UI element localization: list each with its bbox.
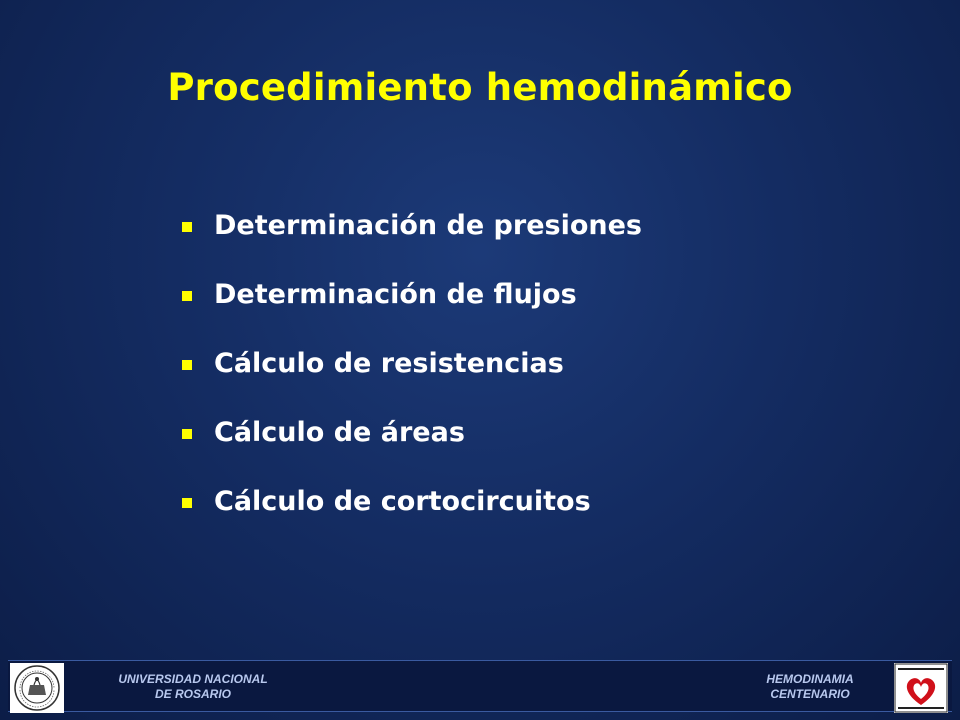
footer-left-line1: UNIVERSIDAD NACIONAL [118, 672, 268, 686]
university-seal-logo [10, 663, 64, 713]
bullet-item [182, 279, 642, 348]
square-bullet-icon [182, 429, 192, 439]
bullet-text: Determinación de flujos [214, 279, 577, 310]
bullet-item [182, 210, 642, 279]
square-bullet-icon [182, 291, 192, 301]
footer-left-text [108, 672, 278, 702]
seal-icon [10, 663, 64, 713]
footer-right-text [740, 672, 880, 702]
square-bullet-icon [182, 498, 192, 508]
bullet-item [182, 486, 642, 555]
footer-right-line2: CENTENARIO [770, 687, 850, 701]
bullet-list [182, 210, 642, 555]
footer-left-line2: DE ROSARIO [154, 687, 231, 701]
square-bullet-icon [182, 360, 192, 370]
square-bullet-icon [182, 222, 192, 232]
slide-title: Procedimiento hemodinámico [167, 66, 793, 109]
bullet-item [182, 417, 642, 486]
bullet-text: Cálculo de resistencias [214, 348, 564, 379]
bullet-text: Cálculo de cortocircuitos [214, 486, 591, 517]
bullet-item [182, 348, 642, 417]
hemodinamia-logo [894, 663, 948, 713]
bullet-text: Determinación de presiones [214, 210, 642, 241]
heart-icon [894, 663, 948, 713]
footer-right-line1: HEMODINAMIA [766, 672, 854, 686]
bullet-text: Cálculo de áreas [214, 417, 465, 448]
